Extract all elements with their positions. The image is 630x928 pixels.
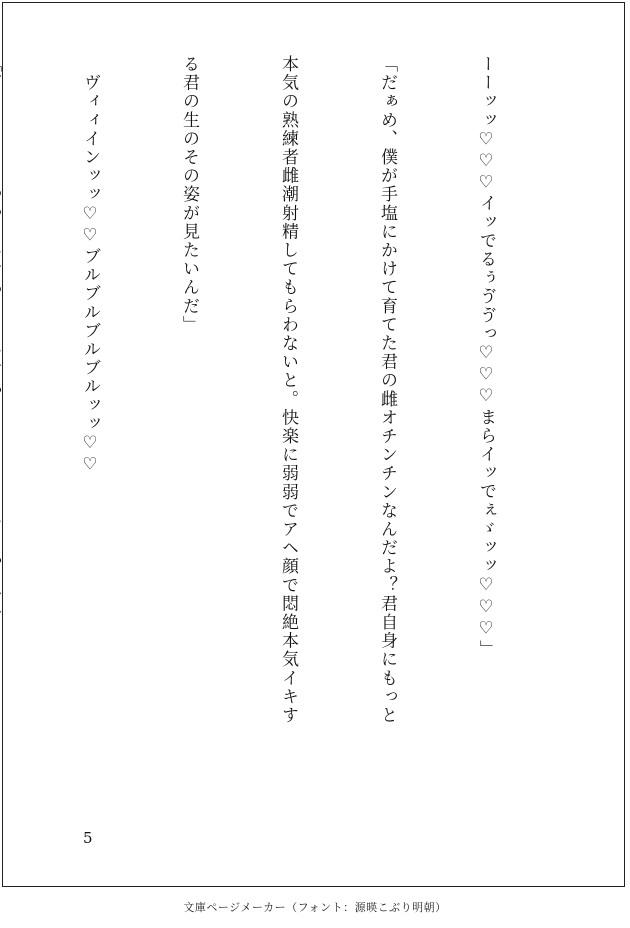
text-line: 本気の熟練者雌潮射精してもらわないと。快楽に弱弱でアヘ顔で悶絶本気イキす [278, 55, 298, 725]
vertical-text-body [0, 55, 568, 815]
text-line: ーーッッ♡♡♡イッでるぅゔゔっ♡♡♡まらイッでぇゞッッ♡♡♡」 [476, 55, 496, 659]
text-line [0, 55, 7, 815]
book-page [2, 2, 625, 887]
text-line: ヴィィインッッ♡♡ブルブルブルブルッッ♡♡ [80, 55, 100, 477]
text-line: る君の生のその姿が見たいんだ」 [179, 55, 199, 334]
page-number: 5 [83, 829, 93, 847]
text-line: 「だぁめ、僕が手塩にかけて育てた君の雌オチンチンなんだよ？君自身にもっと [377, 55, 397, 725]
footer-credit: 文庫ページメーカー（フォント：源暎こぶり明朝） [183, 901, 447, 914]
